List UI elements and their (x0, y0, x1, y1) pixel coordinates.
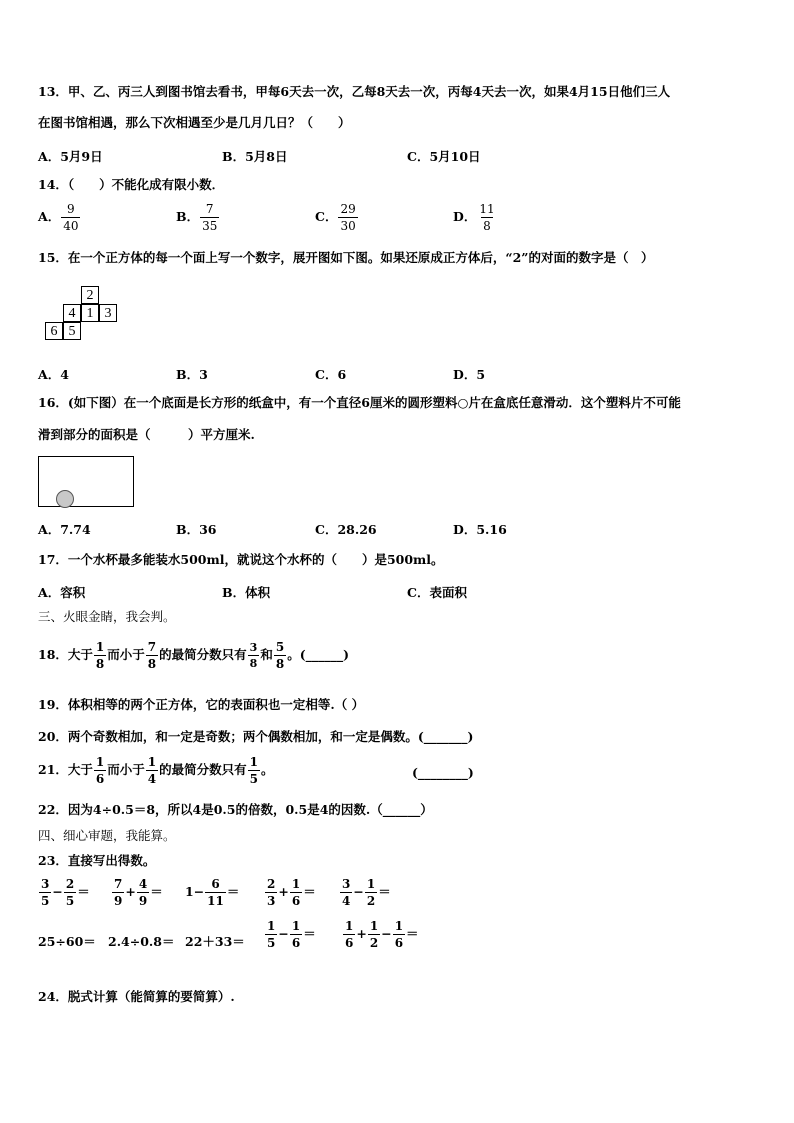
q21-text: 。 (261, 762, 274, 777)
fraction (265, 878, 277, 907)
denominator: 6 (394, 936, 404, 950)
numerator: 11 (479, 202, 495, 216)
net-cell: 3 (99, 304, 117, 322)
numerator: 1 (291, 919, 301, 933)
numerator: 3 (342, 877, 351, 891)
denominator: 6 (291, 936, 301, 950)
q13-line1: 13．甲、乙、丙三人到图书馆去看书，甲每6天去一次，乙每8天去一次，丙每4天去一次，如果4月15日他们三人 (38, 84, 671, 99)
numerator: 1 (95, 755, 105, 769)
fraction (365, 878, 377, 907)
q14-option-a (38, 203, 81, 232)
numerator: 6 (211, 877, 220, 891)
net-cell: 6 (45, 322, 63, 340)
denominator: 35 (202, 219, 218, 233)
fraction (340, 878, 352, 907)
q13-option-a: A．5月9日 (38, 149, 103, 164)
equals-sign: ＝ (77, 884, 90, 899)
fraction (290, 920, 302, 949)
fraction (248, 756, 260, 785)
fraction (477, 203, 496, 232)
q23-stem: 23．直接写出得数。 (38, 853, 156, 868)
q15-option-c: C．6 (315, 367, 347, 382)
denominator: 6 (345, 936, 354, 950)
q14-option-d-label: D． (453, 209, 477, 224)
calc-item: 25÷60＝ (38, 934, 96, 949)
calc-item (339, 878, 391, 907)
equals-sign: ＝ (150, 884, 163, 899)
q14-option-b-label: B． (176, 209, 200, 224)
fraction (64, 878, 76, 907)
denominator: 8 (483, 219, 491, 233)
numerator: 5 (275, 640, 285, 654)
denominator: 8 (95, 657, 105, 671)
q17-stem: 17．一个水杯最多能装水500ml，就说这个水杯的（ ）是500ml。 (38, 552, 444, 567)
denominator: 9 (138, 894, 148, 908)
fraction (112, 878, 124, 907)
net-cell: 1 (81, 304, 99, 322)
equals-sign: ＝ (378, 884, 391, 899)
denominator: 4 (342, 894, 351, 908)
fraction (248, 642, 260, 669)
q18-text: 而小于 (107, 647, 145, 662)
calc-item (264, 878, 316, 907)
q21-text: 的最简分数只有 (159, 762, 247, 777)
calc-item (38, 878, 90, 907)
q18-prefix: 18．大于 (38, 647, 93, 662)
fraction (338, 203, 357, 232)
q21-answer-blank[interactable]: (________) (412, 765, 474, 780)
operator: + (356, 926, 367, 941)
fraction (290, 878, 302, 907)
fraction (265, 920, 277, 949)
fraction (274, 641, 286, 670)
equals-sign: ＝ (226, 884, 240, 899)
calc-item: 22＋33＝ (185, 934, 245, 949)
fraction (146, 756, 158, 785)
q16-line1: 16．(如下图）在一个底面是长方形的纸盒中，有一个直径6厘米的圆形塑料○片在盒底任意滑动．这个塑料片不可能 (38, 395, 681, 410)
q14-option-b (176, 203, 220, 232)
q16-option-a: A．7.74 (38, 522, 91, 537)
denominator: 30 (340, 219, 356, 233)
denominator: 6 (291, 894, 301, 908)
denominator: 5 (41, 894, 50, 908)
q17-option-b: B．体积 (222, 585, 271, 600)
denominator: 2 (366, 894, 376, 908)
q13-option-b: B．5月8日 (222, 149, 288, 164)
q16-option-c: C．28.26 (315, 522, 377, 537)
net-cell: 4 (63, 304, 81, 322)
equals-sign: ＝ (406, 926, 419, 941)
fraction (61, 203, 80, 232)
equals-sign: ＝ (303, 884, 316, 899)
fraction (94, 756, 106, 785)
denominator: 5 (249, 772, 259, 786)
operator: − (353, 884, 364, 899)
q21-prefix: 21．大于 (38, 762, 93, 777)
q16-option-d: D．5.16 (453, 522, 507, 537)
numerator: 7 (114, 877, 123, 891)
q14-option-c-label: C． (315, 209, 338, 224)
net-cell: 2 (81, 286, 99, 304)
section-3-title: 三、火眼金睛，我会判。 (38, 609, 176, 624)
q20: 20．两个奇数相加，和一定是奇数；两个偶数相加，和一定是偶数。(_______) (38, 729, 474, 744)
fraction (200, 203, 219, 232)
box-diagram (38, 456, 134, 507)
numerator: 9 (67, 202, 75, 216)
section-4-title: 四、细心审题，我能算。 (38, 828, 176, 843)
numerator: 1 (291, 877, 301, 891)
denominator: 9 (114, 894, 123, 908)
numerator: 1 (345, 919, 354, 933)
operator: + (278, 884, 289, 899)
numerator: 1 (366, 877, 376, 891)
q14-option-d (453, 203, 498, 232)
denominator: 4 (147, 772, 157, 786)
denominator: 2 (369, 936, 379, 950)
denominator: 11 (207, 894, 224, 908)
q24: 24．脱式计算（能简算的要简算）. (38, 989, 235, 1004)
equals-sign: ＝ (303, 926, 316, 941)
q15-stem: 15．在一个正方体的每一个面上写一个数字，展开图如下图。如果还原成正方体后，“2”的对面的数字是（ ） (38, 250, 654, 265)
numerator: 1 (394, 919, 404, 933)
fraction (343, 920, 355, 949)
q18-text: 的最简分数只有 (159, 647, 247, 662)
numerator: 1 (249, 755, 259, 769)
q14-option-c (315, 203, 359, 232)
q13-line2: 在图书馆相遇，那么下次相遇至少是几月几日？（ ） (38, 115, 351, 130)
q18 (38, 641, 349, 670)
denominator: 8 (275, 657, 285, 671)
q18-text: 和 (260, 647, 273, 662)
cube-net-diagram (44, 286, 124, 342)
calc-item (264, 920, 316, 949)
calc-item (111, 878, 163, 907)
denominator: 5 (65, 894, 75, 908)
operator: + (125, 884, 136, 899)
numerator: 2 (267, 877, 276, 891)
plastic-disk-circle (56, 490, 74, 508)
q18-answer-blank[interactable]: 。(______) (287, 647, 350, 662)
fraction (94, 641, 106, 670)
numerator: 29 (340, 202, 356, 216)
numerator: 3 (249, 641, 258, 654)
q14-stem: 14．（ ）不能化成有限小数． (38, 177, 225, 192)
numerator: 4 (138, 877, 148, 891)
fraction (368, 920, 380, 949)
fraction (39, 878, 51, 907)
numerator: 7 (147, 640, 157, 654)
numerator: 1 (95, 640, 105, 654)
numerator: 7 (205, 202, 214, 216)
operator: − (52, 884, 63, 899)
q19: 19．体积相等的两个正方体，它的表面积也一定相等.（ ） (38, 697, 365, 712)
operator: − (381, 926, 392, 941)
fraction (205, 878, 226, 907)
fraction (393, 920, 405, 949)
denominator: 6 (95, 772, 105, 786)
q21-text: 而小于 (107, 762, 145, 777)
q16-line2: 滑到部分的面积是（ ）平方厘米. (38, 427, 255, 442)
calc-item (342, 920, 419, 949)
numerator: 2 (65, 877, 75, 891)
q17-option-a: A．容积 (38, 585, 86, 600)
q17-option-c: C．表面积 (407, 585, 467, 600)
numerator: 1 (369, 919, 379, 933)
calc-prefix: 1− (185, 884, 205, 899)
calc-item (185, 878, 239, 907)
net-cell: 5 (63, 322, 81, 340)
operator: − (278, 926, 289, 941)
denominator: 8 (147, 657, 157, 671)
q13-option-c: C．5月10日 (407, 149, 481, 164)
fraction (146, 641, 158, 670)
fraction (137, 878, 149, 907)
q14-option-a-label: A． (38, 209, 61, 224)
q15-option-a: A．4 (38, 367, 69, 382)
numerator: 3 (41, 877, 50, 891)
q16-option-b: B．36 (176, 522, 217, 537)
q15-option-b: B．3 (176, 367, 208, 382)
numerator: 1 (267, 919, 276, 933)
q22: 22．因为4÷0.5＝8，所以4是0.5的倍数，0.5是4的因数.（______） (38, 802, 433, 817)
calc-item: 2.4÷0.8＝ (108, 934, 175, 949)
numerator: 1 (147, 755, 157, 769)
denominator: 8 (249, 657, 258, 670)
denominator: 3 (267, 894, 276, 908)
q21 (38, 756, 274, 785)
q15-option-d: D．5 (453, 367, 486, 382)
denominator: 5 (267, 936, 276, 950)
denominator: 40 (63, 219, 79, 233)
